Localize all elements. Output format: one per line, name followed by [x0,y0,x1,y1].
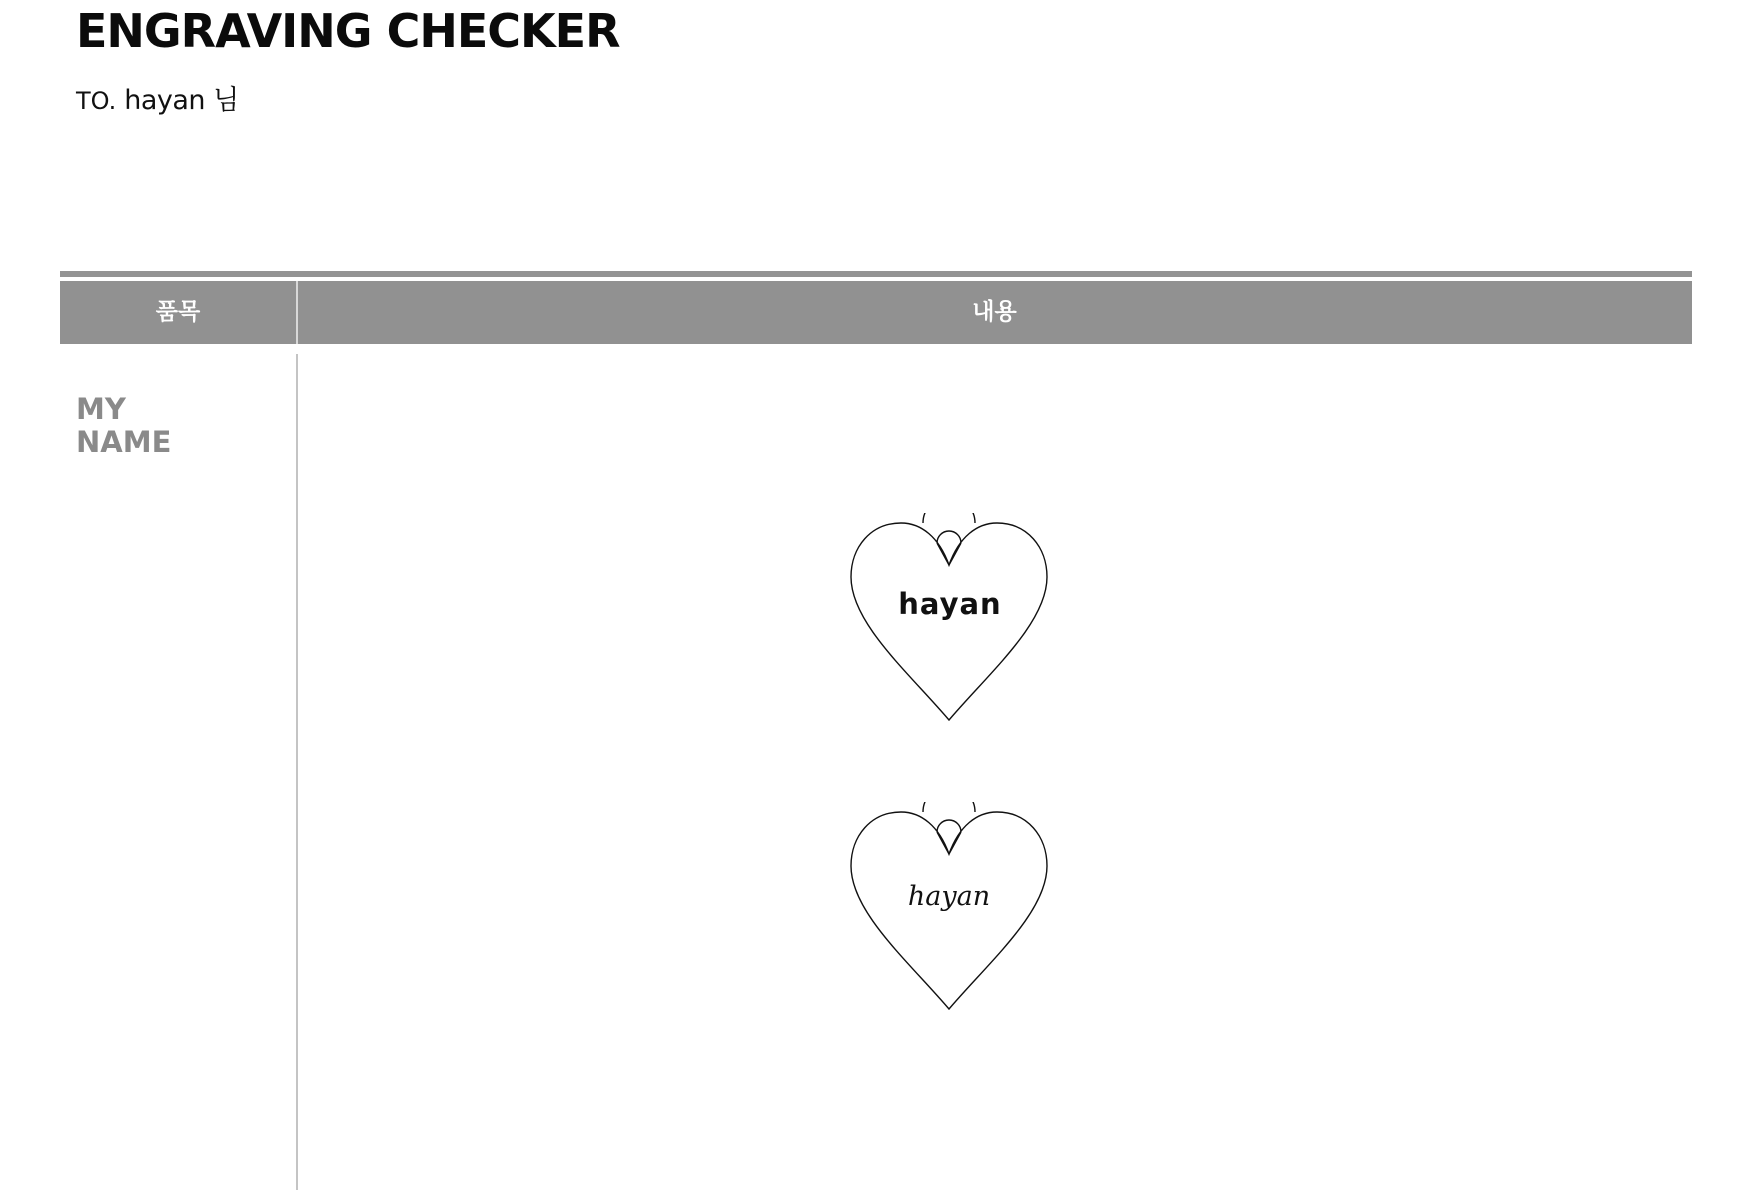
column-divider [296,354,298,1190]
heart-outline [851,523,1047,720]
engraving-text: hayan [898,587,1002,621]
table-top-rule [60,271,1692,277]
recipient-prefix: TO. [76,87,117,115]
tag-preview-print [849,513,1049,728]
bail-ring [923,513,975,523]
bail-hole [937,531,961,543]
heart-icon [849,802,1049,1017]
engraving-text: hayan [907,881,991,912]
tag-preview-cursive [849,802,1049,1017]
item-name-line-2: NAME [76,425,172,459]
item-name [76,393,276,459]
bail-hole [937,820,961,832]
recipient-name: hayan 님 [124,85,239,116]
heart-icon [849,513,1049,728]
column-header-item: 품목 [155,299,201,325]
page-title: ENGRAVING CHECKER [76,4,620,58]
item-name-line-1: MY [76,392,126,426]
recipient-line [76,84,239,118]
table-header [60,281,1692,344]
column-header-content: 내용 [972,299,1017,325]
bail-ring [923,802,975,812]
